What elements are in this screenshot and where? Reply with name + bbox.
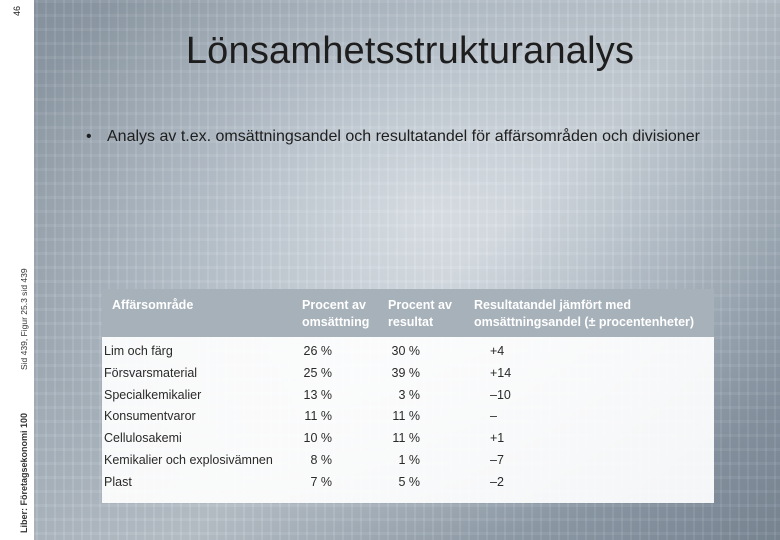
cell-business-area: Kemikalier och explosivämnen xyxy=(104,452,273,467)
cell-revenue-share: 7 % xyxy=(310,474,332,489)
cell-profit-share: 3 % xyxy=(398,387,420,402)
cell-difference: –2 xyxy=(490,474,504,489)
bullet-text: Analys av t.ex. omsättningsandel och resultatandel för affärsområden och divisioner xyxy=(107,128,700,145)
left-sidebar xyxy=(0,0,34,540)
page-number: 46 xyxy=(12,6,22,17)
cell-difference: –7 xyxy=(490,452,504,467)
cell-profit-share: 5 % xyxy=(398,474,420,489)
bullet-point xyxy=(86,126,726,147)
cell-business-area: Konsumentvaror xyxy=(104,409,196,424)
source-reference: Sid 439, Figur 25.3 sid 439 xyxy=(19,268,29,370)
cell-difference: – xyxy=(490,409,497,424)
cell-business-area: Lim och färg xyxy=(104,344,173,358)
cell-profit-share: 1 % xyxy=(398,452,420,467)
book-caption xyxy=(17,233,31,533)
data-table xyxy=(102,289,714,494)
cell-profit-share: 30 % xyxy=(391,344,420,358)
table-row xyxy=(102,406,714,428)
cell-revenue-share: 8 % xyxy=(310,452,332,467)
bullet-dot-icon: • xyxy=(86,128,92,145)
cell-revenue-share: 10 % xyxy=(303,431,332,446)
cell-profit-share: 11 % xyxy=(392,409,420,424)
book-caption-title: Liber: Företagsekonomi 100 xyxy=(19,412,29,533)
cell-revenue-share: 13 % xyxy=(303,387,332,402)
cell-business-area: Specialkemikalier xyxy=(104,387,202,402)
header-revenue-share: Procent av omsättning xyxy=(302,298,370,329)
table-row xyxy=(102,450,714,472)
cell-revenue-share: 11 % xyxy=(304,409,332,424)
profitability-table xyxy=(102,289,714,503)
table-row xyxy=(102,428,714,450)
cell-difference: +1 xyxy=(490,431,505,446)
header-profit-share: Procent av resultat xyxy=(388,298,452,329)
cell-revenue-share: 25 % xyxy=(303,365,332,380)
cell-business-area: Plast xyxy=(104,474,132,489)
header-difference: Resultatandel jämfört med omsättningsandel (± procentenheter) xyxy=(474,298,695,329)
cell-business-area: Försvarsmaterial xyxy=(104,365,198,380)
cell-business-area: Cellulosakemi xyxy=(104,431,182,446)
cell-profit-share: 11 % xyxy=(392,431,420,446)
slide-title: Lönsamhetsstrukturanalys xyxy=(185,30,635,72)
table-row xyxy=(102,385,714,407)
table-row xyxy=(102,472,714,494)
table-row xyxy=(102,337,714,363)
cell-difference: +4 xyxy=(490,344,505,358)
cell-difference: +14 xyxy=(490,365,512,380)
table-row xyxy=(102,363,714,385)
cell-profit-share: 39 % xyxy=(391,365,420,380)
header-business-area: Affärsområde xyxy=(112,298,194,312)
table-header-row xyxy=(102,289,714,337)
cell-difference: –10 xyxy=(490,387,511,402)
cell-revenue-share: 26 % xyxy=(303,344,332,358)
